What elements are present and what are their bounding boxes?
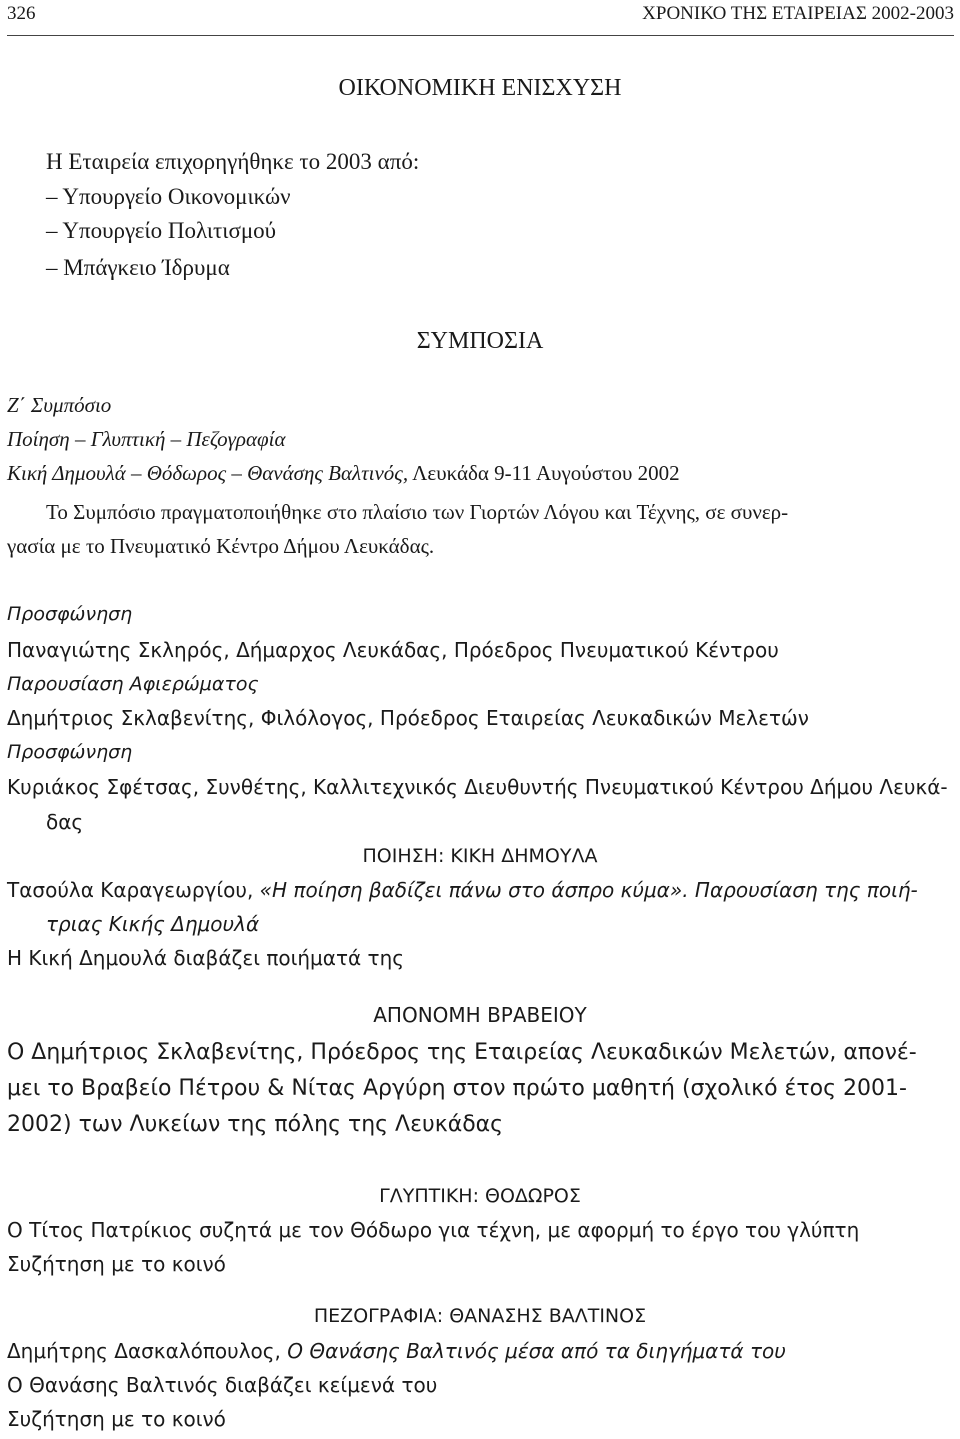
sculpture-text: Συζήτηση με το κοινό: [7, 1252, 226, 1276]
award-text: 2002) των Λυκείων της πόλης της Λευκάδας: [7, 1112, 504, 1137]
funding-heading: ΟΙΚΟΝΟΜΙΚΗ ΕΝΙΣΧΥΣΗ: [338, 75, 622, 101]
sponsor-item: – Μπάγκειο Ίδρυμα: [46, 255, 230, 280]
program-speaker: Δημήτριος Σκλαβενίτης, Φιλόλογος, Πρόεδρος Εταιρείας Λευκαδικών Μελετών: [7, 706, 809, 730]
symposium-note: Το Συμπόσιο πραγματοποιήθηκε στο πλαίσιο των Γιορτών Λόγου και Τέχνης, σε συνερ-: [46, 500, 789, 524]
place-date: Λευκάδα 9-11 Αυγούστου 2002: [408, 461, 680, 485]
award-text: μει το Βραβείο Πέτρου & Νίτας Αργύρη στον πρώτο μαθητή (σχολικό έτος 2001-: [7, 1076, 907, 1101]
presentation-title: Ο Θανάσης Βαλτινός μέσα από τα διηγήματά του: [287, 1339, 786, 1363]
symposium-honorees: [7, 458, 680, 488]
funding-intro: Η Εταιρεία επιχορηγήθηκε το 2003 από:: [46, 149, 420, 174]
symposia-heading: ΣΥΜΠΟΣΙΑ: [416, 328, 544, 354]
sculpture-text: Ο Τίτος Πατρίκιος συζητά με τον Θόδωρο για τέχνη, με αφορμή το έργο του γλύπτη: [7, 1218, 860, 1242]
poetry-presentation: [7, 876, 918, 904]
presentation-title: «Η ποίηση βαδίζει πάνω στο άσπρο κύμα». Παρουσίαση της ποιή-: [259, 878, 918, 902]
prose-discussion: Συζήτηση με το κοινό: [7, 1407, 226, 1431]
poetry-presentation-cont: τριας Κικής Δημουλά: [46, 912, 260, 936]
page-number: 326: [7, 3, 36, 24]
poetry-heading: ΠΟΙΗΣΗ: ΚΙΚΗ ΔΗΜΟΥΛΑ: [362, 845, 598, 867]
program-speaker: δας: [46, 810, 84, 834]
sculpture-heading: ΓΛΥΠΤΙΚΗ: ΘΟΔΩΡΟΣ: [379, 1185, 581, 1207]
honorees-names: Κική Δημουλά – Θόδωρος – Θανάσης Βαλτινός,: [7, 461, 409, 485]
symposium-theme: Ποίηση – Γλυπτική – Πεζογραφία: [7, 427, 286, 451]
presenter-name: Δημήτρης Δασκαλόπουλος,: [7, 1339, 288, 1363]
program-label: Παρουσίαση Αφιερώματος: [7, 673, 259, 695]
program-label: Προσφώνηση: [7, 603, 133, 625]
prose-presentation: [7, 1337, 786, 1365]
symposium-note: γασία με το Πνευματικό Κέντρο Δήμου Λευκάδας.: [7, 534, 435, 558]
prose-heading: ΠΕΖΟΓΡΑΦΙΑ: ΘΑΝΑΣΗΣ ΒΑΛΤΙΝΟΣ: [313, 1305, 647, 1327]
award-text: Ο Δημήτριος Σκλαβενίτης, Πρόεδρος της Εταιρείας Λευκαδικών Μελετών, απονέ-: [7, 1040, 917, 1065]
program-speaker: Κυριάκος Σφέτσας, Συνθέτης, Καλλιτεχνικός Διευθυντής Πνευματικού Κέντρου Δήμου Λευκά-: [7, 775, 948, 799]
sponsor-item: – Υπουργείο Πολιτισμού: [46, 218, 277, 243]
header-rule: [7, 35, 954, 36]
poetry-reading: Η Κική Δημουλά διαβάζει ποιήματά της: [7, 946, 404, 970]
symposium-title: Ζ΄ Συμπόσιο: [7, 393, 112, 417]
program-speaker: Παναγιώτης Σκληρός, Δήμαρχος Λευκάδας, Πρόεδρος Πνευματικού Κέντρου: [7, 638, 779, 662]
program-label: Προσφώνηση: [7, 741, 133, 763]
sponsor-item: – Υπουργείο Οικονομικών: [46, 184, 291, 209]
running-title: ΧΡΟΝΙΚΟ ΤΗΣ ΕΤΑΙΡΕΙΑΣ 2002-2003: [642, 3, 954, 24]
award-heading: ΑΠΟΝΟΜΗ ΒΡΑΒΕΙΟΥ: [373, 1003, 587, 1027]
presenter-name: Τασούλα Καραγεωργίου,: [7, 878, 260, 902]
prose-reading: Ο Θανάσης Βαλτινός διαβάζει κείμενά του: [7, 1373, 438, 1397]
